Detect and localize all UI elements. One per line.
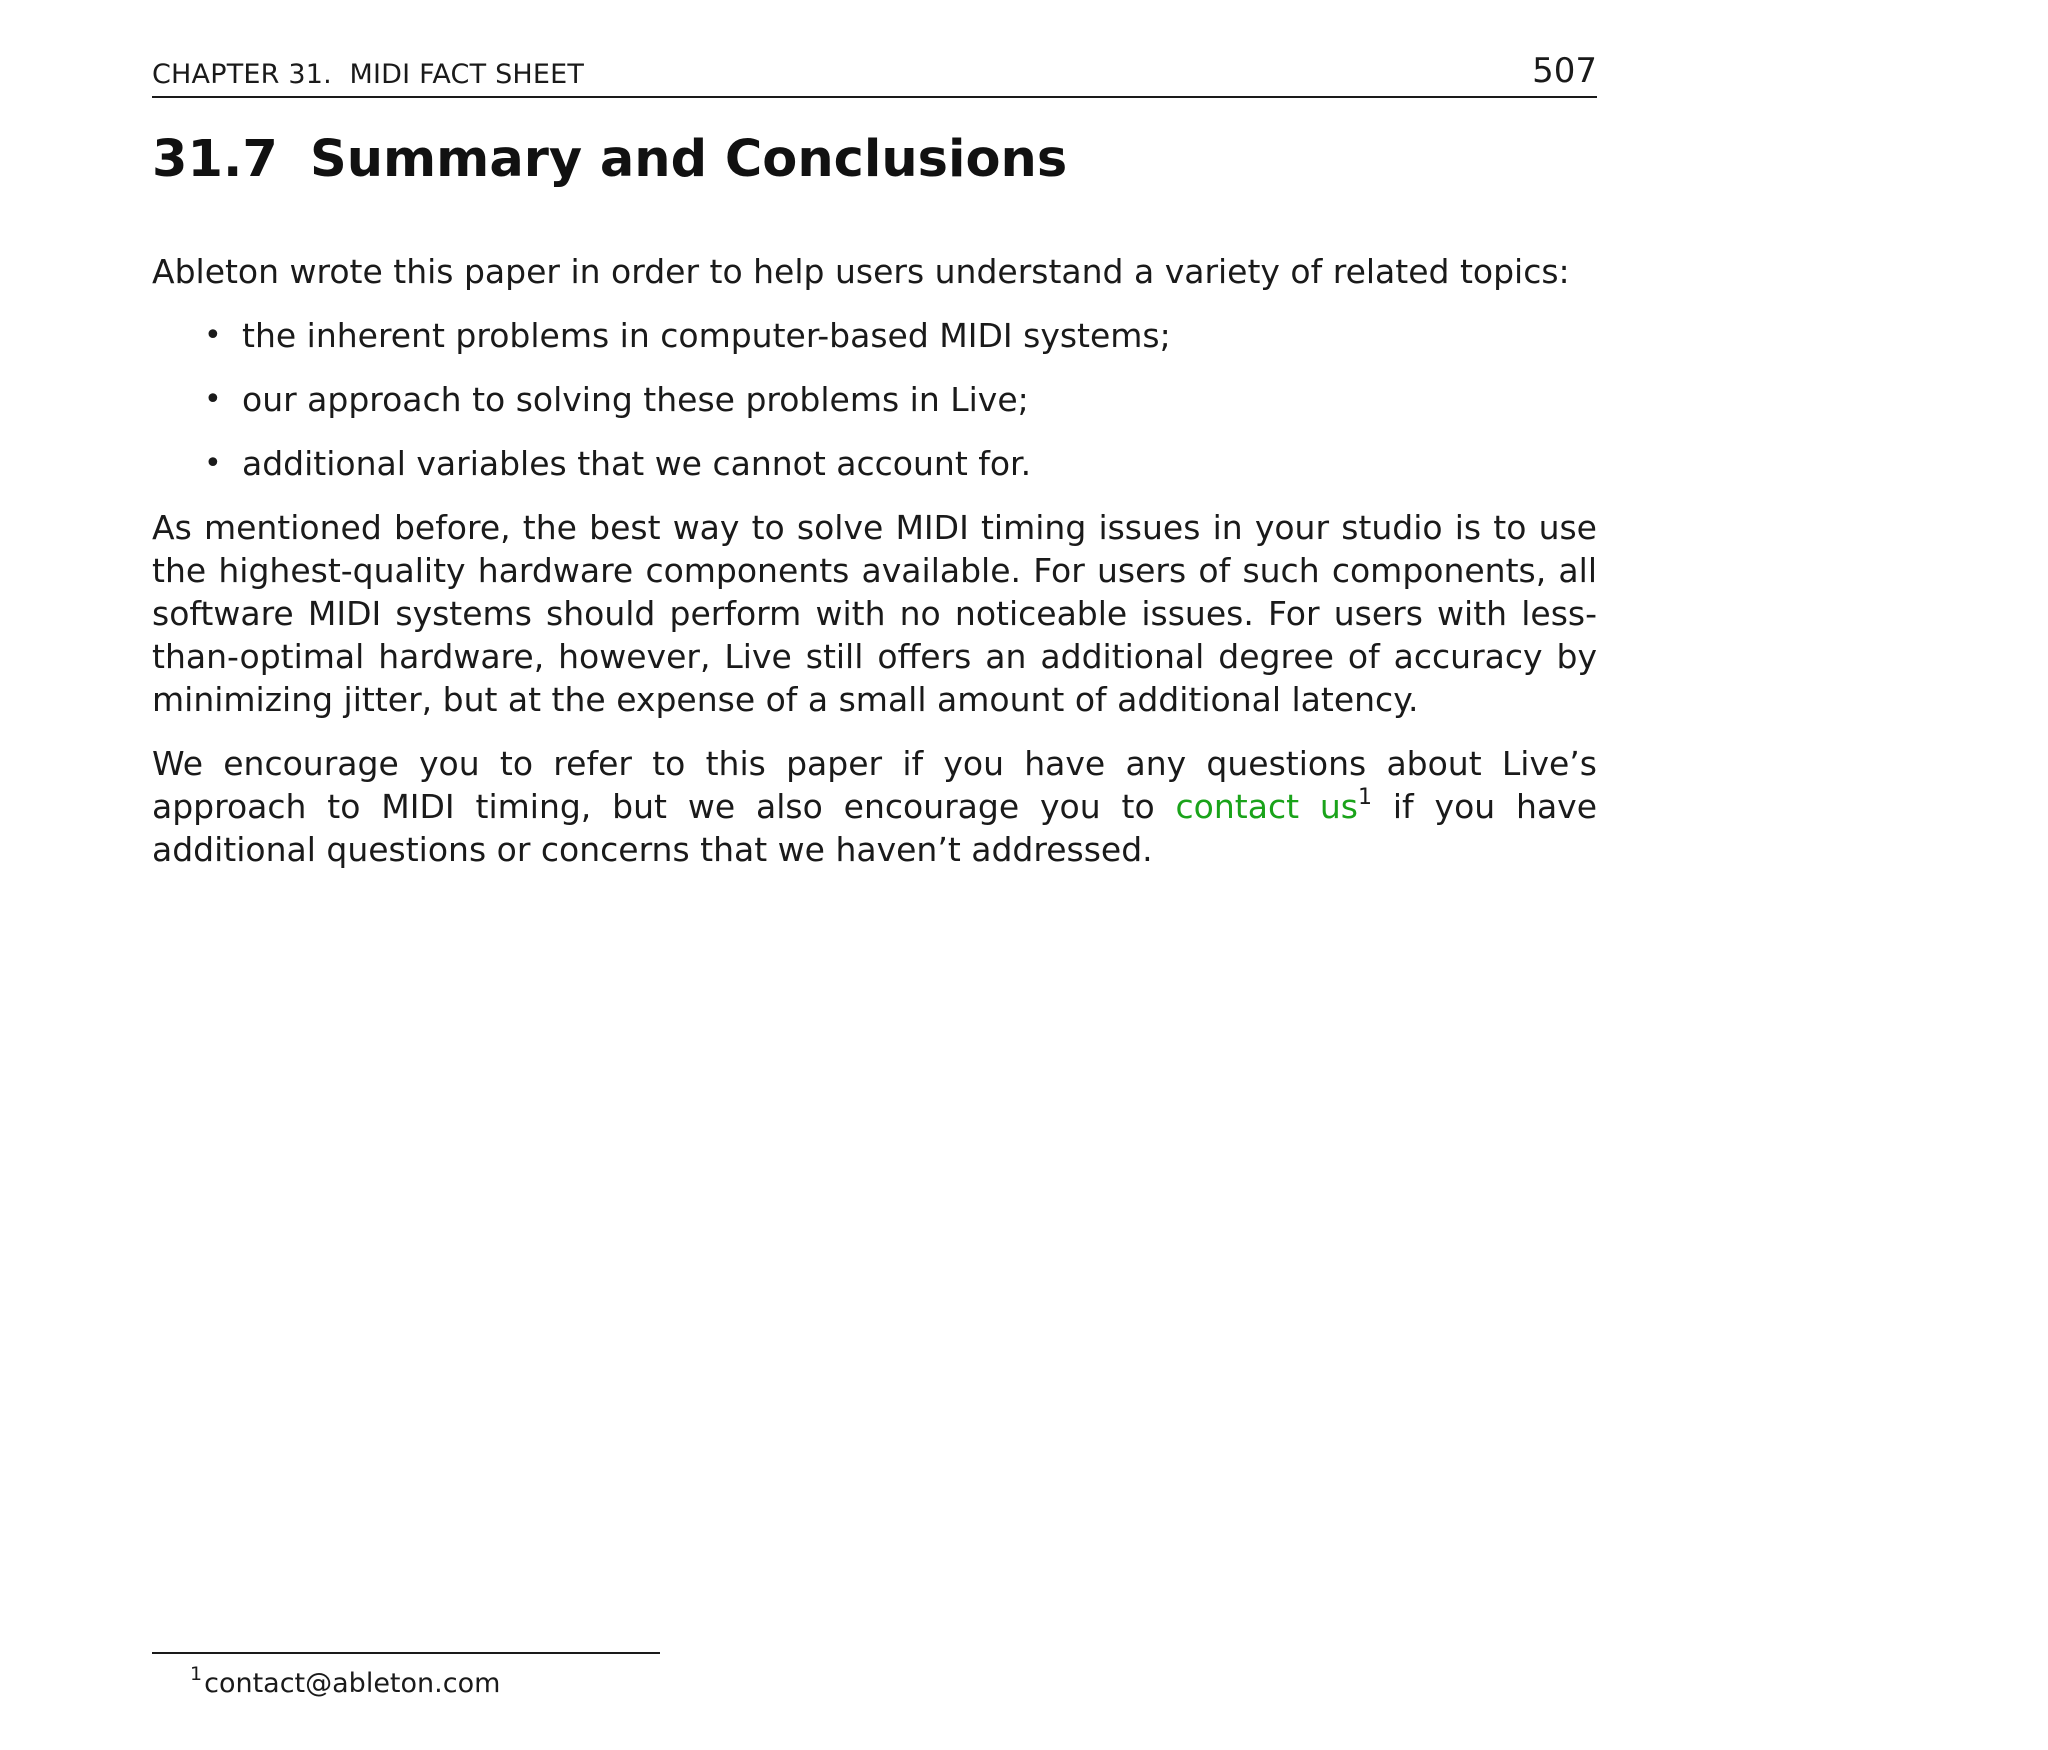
paragraph-contact-text-before: We encourage you to refer to this paper if you have any questions about Live’s approach to MIDI timing, but we also encourage you to (152, 744, 1597, 826)
bullet-icon: • (204, 446, 222, 481)
footnote-divider (152, 1652, 660, 1654)
list-item (152, 378, 1597, 421)
section-title-text: Summary and Conclusions (310, 130, 1068, 189)
list-item (152, 442, 1597, 485)
page-number: 507 (1532, 51, 1597, 91)
list-item (152, 314, 1597, 357)
list-item-text: additional variables that we cannot account for. (242, 444, 1032, 483)
running-header (152, 48, 1597, 98)
chapter-label: CHAPTER 31. MIDI FACT SHEET (152, 59, 585, 90)
paragraph-contact (152, 742, 1597, 871)
bullet-icon: • (204, 382, 222, 417)
paragraph-contact-text-after: if you have additional questions or concerns that we haven’t addressed. (152, 787, 1598, 869)
document-page (152, 0, 1597, 1750)
section-number: 31.7 (152, 130, 278, 189)
section-title (152, 130, 1067, 189)
footnote (190, 1663, 501, 1699)
body-text (152, 250, 1597, 871)
list-item-text: the inherent problems in computer-based MIDI systems; (242, 316, 1171, 355)
paragraph-spacer (152, 721, 1597, 742)
intro-paragraph: Ableton wrote this paper in order to help users understand a variety of related topics: (152, 252, 1570, 291)
bullet-icon: • (204, 318, 222, 353)
list-item-text: our approach to solving these problems in Live; (242, 380, 1029, 419)
paragraph-hardware: As mentioned before, the best way to solve MIDI timing issues in your studio is to use the highest-quality hardware components available. For users of such components, all software MIDI systems should perform with no noticeable issues. For users with less-than-optimal hardware, however, Live still offers an additional degree of accuracy by minimizing jitter, but at the expense of a small amount of additional latency. (152, 508, 1597, 719)
footnote-text: contact@ableton.com (204, 1668, 501, 1699)
topic-list (152, 314, 1597, 485)
footnote-reference[interactable]: 1 (1358, 785, 1373, 810)
footnote-mark: 1 (190, 1663, 203, 1685)
contact-us-link[interactable]: contact us (1175, 787, 1359, 826)
